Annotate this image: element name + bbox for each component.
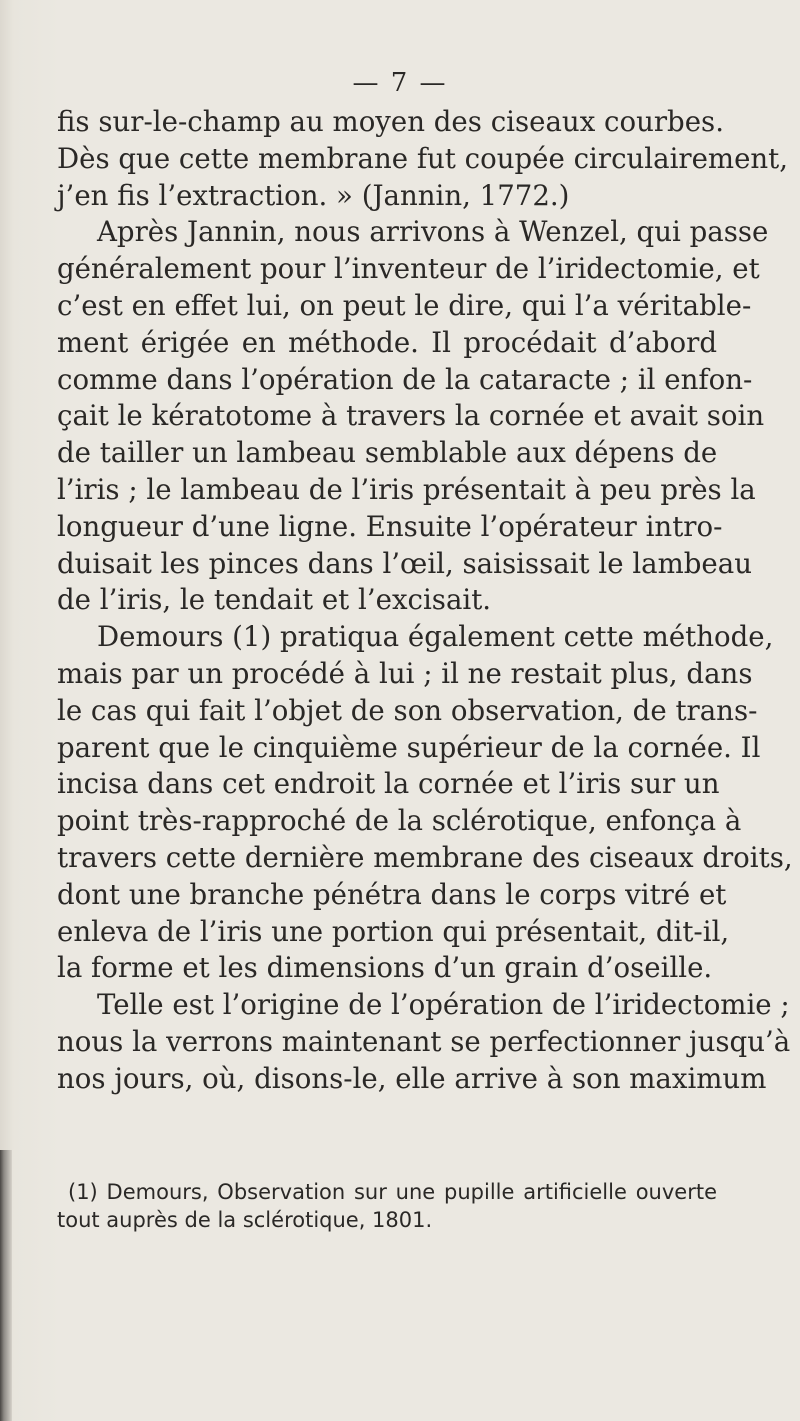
page-number: — 7 — — [352, 68, 448, 98]
text-line: longueur d’une ligne. Ensuite l’opérateur intro- — [57, 509, 723, 543]
text-line: incisa dans cet endroit la cornée et l’iris sur un — [57, 767, 720, 801]
text-line: de tailler un lambeau semblable aux dépens de — [57, 436, 718, 470]
text-line: l’iris ; le lambeau de l’iris présentait à peu près la — [57, 472, 756, 506]
text-line: nous la verrons maintenant se perfectionner jusqu’à — [57, 1024, 791, 1058]
page-edge-shadow — [0, 1150, 12, 1421]
footnote — [57, 1178, 717, 1234]
footnote-line: (1) Demours, Observation sur une pupille artificielle ouverte — [68, 1180, 717, 1204]
body-text — [57, 104, 793, 1098]
text-line: duisait les pinces dans l’œil, saisissait le lambeau — [57, 546, 752, 580]
text-line: travers cette dernière membrane des ciseaux droits, — [57, 840, 793, 874]
text-line: ment érigée en méthode. Il procédait d’abord — [57, 325, 717, 359]
text-line: parent que le cinquième supérieur de la cornée. Il — [57, 730, 761, 764]
text-line: de l’iris, le tendait et l’excisait. — [57, 583, 492, 617]
text-line: çait le kératotome à travers la cornée et avait soin — [57, 399, 765, 433]
text-line: la forme et les dimensions d’un grain d’oseille. — [57, 951, 713, 985]
text-line: nos jours, où, disons-le, elle arrive à son maximum — [57, 1061, 767, 1095]
text-line: Dès que cette membrane fut coupée circulairement, — [57, 141, 789, 175]
text-line: mais par un procédé à lui ; il ne restait plus, dans — [57, 656, 753, 690]
text-line: c’est en effet lui, on peut le dire, qui l’a véritable- — [57, 288, 752, 322]
text-line: enleva de l’iris une portion qui présentait, dit-il, — [57, 914, 730, 948]
text-line: point très-rapproché de la sclérotique, enfonça à — [57, 804, 742, 838]
text-line: Telle est l’origine de l’opération de l’iridectomie ; — [97, 988, 790, 1022]
footnote-line: tout auprès de la sclérotique, 1801. — [57, 1208, 433, 1232]
text-line: dont une branche pénétra dans le corps vitré et — [57, 877, 727, 911]
text-line: Après Jannin, nous arrivons à Wenzel, qui passe — [97, 215, 769, 249]
text-line: comme dans l’opération de la cataracte ; il enfon- — [57, 362, 753, 396]
text-line: généralement pour l’inventeur de l’iridectomie, et — [57, 252, 760, 286]
text-line: j’en fis l’extraction. » (Jannin, 1772.) — [57, 178, 570, 212]
text-line: Demours (1) pratiqua également cette méthode, — [97, 620, 774, 654]
text-line: le cas qui fait l’objet de son observation, de trans- — [57, 693, 758, 727]
text-line: fis sur-le-champ au moyen des ciseaux courbes. — [57, 105, 724, 138]
